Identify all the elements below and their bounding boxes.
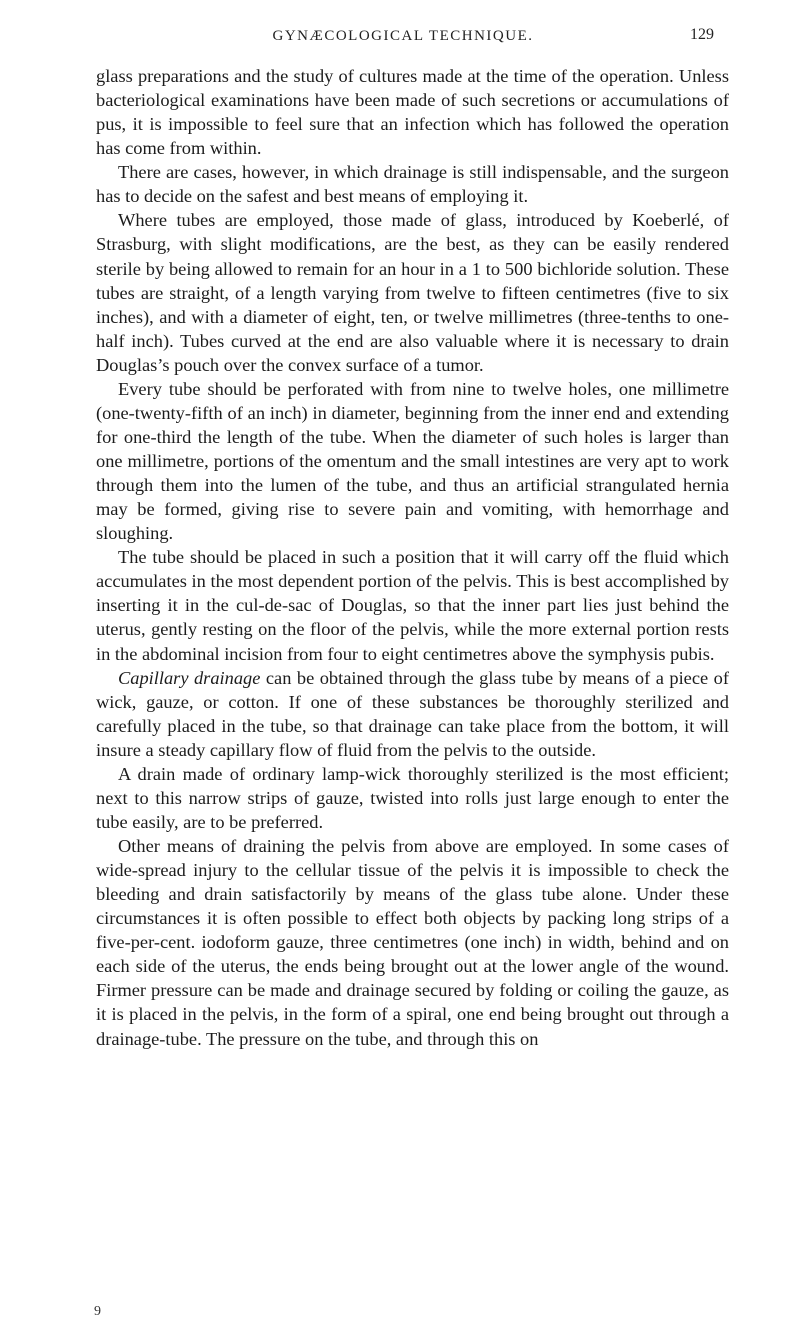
paragraph-continuation: glass preparations and the study of cultures made at the time of the operation. Unless bacteriological examinations have been made of such secretions or accumulations of pus, it is impossible to feel sure that an infection which has followed the operation has come from within. — [96, 66, 729, 159]
paragraph-capillary-drainage — [96, 666, 729, 762]
paragraph-lamp-wick: A drain made of ordinary lamp-wick thoroughly sterilized is the most efficient; next to this narrow strips of gauze, twisted into rolls just large enough to enter the tube easily, are to be preferred. — [96, 763, 729, 832]
signature-mark: 9 — [94, 1304, 101, 1319]
paragraph-glass-tubes: Where tubes are employed, those made of glass, introduced by Koeberlé, of Strasburg, with slight modifications, are the best, as they can be easily rendered sterile by being allowed to remain for an hour in a 1 to 500 bichloride solution. These tubes are straight, of a length varying from twelve to fifteen centimetres (five to six inches), and with a diameter of eight, ten, or twelve millimetres (three-tenths to one-half inch). Tubes curved at the end are also valuable where it is necessary to drain Douglas’s pouch over the convex surface of a tumor. — [96, 210, 729, 375]
body-text — [96, 64, 729, 1051]
running-title: GYNÆCOLOGICAL TECHNIQUE. — [272, 28, 534, 44]
capillary-drainage-term: Capillary drainage — [118, 667, 261, 688]
capillary-drainage-text: can be obtained through the glass tube by means of a piece of wick, gauze, or cotton. If one of these substances be thoroughly sterilized and carefully placed in the tube, so that drainage can take place from the bottom, it will insure a steady capillary flow of fluid from the pelvis to the outside. — [96, 667, 729, 760]
paragraph-drainage-indispensable: There are cases, however, in which drainage is still indispensable, and the surgeon has to decide on the safest and best means of employing it. — [96, 162, 729, 207]
page-number: 129 — [690, 26, 714, 43]
paragraph-tube-perforation: Every tube should be perforated with from nine to twelve holes, one millimetre (one-twenty-fifth of an inch) in diameter, beginning from the inner end and extending for one-third the length of the tube. When the diameter of such holes is larger than one millimetre, portions of the omentum and the small intestines are very apt to work through them into the lumen of the tube, and thus an artificial strangulated hernia may be formed, giving rise to severe pain and vomiting, with hemorrhage and sloughing. — [96, 378, 729, 544]
paragraph-other-means: Other means of draining the pelvis from above are employed. In some cases of wide-spread injury to the cellular tissue of the pelvis it is impossible to check the bleeding and drain satisfactorily by means of the glass tube alone. Under these circumstances it is often possible to effect both objects by packing long strips of a five-per-cent. iodoform gauze, three centimetres (one inch) in width, behind and on each side of the uterus, the ends being brought out at the lower angle of the wound. Firmer pressure can be made and drainage secured by folding or coiling the gauze, as it is placed in the pelvis, in the form of a spiral, one end being brought out through a drainage-tube. The pressure on the tube, and through this on — [96, 836, 729, 1049]
paragraph-tube-placement: The tube should be placed in such a position that it will carry off the fluid which accumulates in the most dependent portion of the pelvis. This is best accomplished by inserting it in the cul-de-sac of Douglas, so that the inner part lies just behind the uterus, gently resting on the floor of the pelvis, while the more external portion rests in the abdominal incision from four to eight centimetres above the symphysis pubis. — [96, 547, 729, 664]
